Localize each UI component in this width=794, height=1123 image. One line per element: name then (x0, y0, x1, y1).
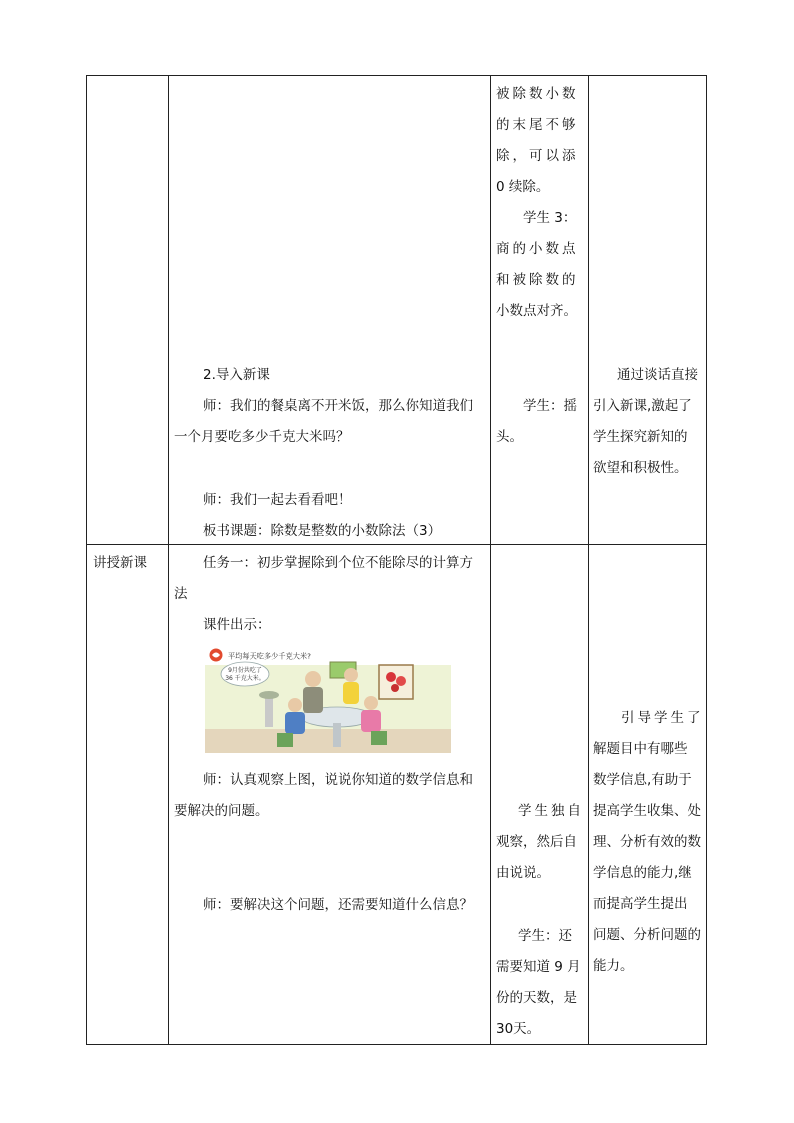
board-title: 板书课题：除数是整数的小数除法（3） (203, 523, 442, 539)
teacher-text: 师：我们一起去看看吧！ (203, 492, 352, 508)
teacher-text: 一个月要吃多少千克大米吗？ (174, 429, 350, 445)
student-text: 份的天数，是 (496, 990, 577, 1006)
flower-icon (396, 676, 406, 686)
grandma-figure (303, 687, 323, 713)
girl-figure (361, 710, 381, 732)
bubble-text: 9月份共吃了 (228, 667, 262, 674)
student-text: 0 续除。 (496, 179, 550, 195)
child-figure (343, 682, 359, 704)
boy-figure (285, 712, 305, 734)
speech-bubble (221, 662, 269, 686)
section-heading: 2.导入新课 (203, 367, 270, 383)
student-text: 学生：还 (518, 928, 572, 944)
design-note: 而提高学生提出 (593, 896, 688, 912)
design-note: 学生探究新知的 (593, 429, 688, 445)
design-note: 解题目中有哪些 (593, 741, 688, 757)
room-floor (205, 729, 451, 753)
flower-icon (386, 672, 396, 682)
teacher-text: 师：要解决这个问题，还需要知道什么信息？ (203, 897, 473, 913)
chair (277, 733, 293, 747)
courseware-label: 课件出示： (203, 617, 271, 633)
column-divider (168, 76, 169, 1044)
plant-pot (259, 691, 279, 699)
student-text: 学生 3： (523, 210, 577, 226)
student-text: 30天。 (496, 1021, 541, 1037)
design-note: 数学信息,有助于 (593, 772, 692, 788)
flower-frame (379, 665, 413, 699)
design-note: 理、分析有效的数 (593, 834, 701, 850)
design-note: 引导学生了 (621, 710, 704, 726)
bubble-text: 36 千克大米。 (225, 675, 265, 682)
boy-figure (288, 698, 302, 712)
student-text: 被除数小数 (496, 86, 579, 102)
stage-label: 讲授新课 (93, 555, 147, 571)
student-text: 需要知道 9 月 (496, 959, 581, 975)
student-text: 由说说。 (496, 865, 550, 881)
student-text: 学生：摇 (523, 398, 577, 414)
teacher-text: 要解决的问题。 (174, 803, 269, 819)
courseware-illustration (205, 645, 451, 753)
student-text: 除，可以添 (496, 148, 579, 164)
column-divider (588, 76, 589, 1044)
student-text: 的末尾不够 (496, 117, 579, 133)
design-note: 问题、分析问题的 (593, 927, 701, 943)
design-note: 提高学生收集、处 (593, 803, 701, 819)
flower-icon (391, 684, 399, 692)
student-text: 观察，然后自 (496, 834, 577, 850)
design-note: 欲望和积极性。 (593, 460, 688, 476)
student-text: 和被除数的 (496, 272, 579, 288)
student-text: 小数点对齐。 (496, 303, 577, 319)
design-note: 引入新课,激起了 (593, 398, 692, 414)
task-title: 任务一：初步掌握除到个位不能除尽的计算方 (203, 555, 473, 571)
student-text: 学生独自 (518, 803, 584, 819)
chair (371, 731, 387, 745)
grandma-figure (305, 671, 321, 687)
table-leg (333, 723, 341, 747)
student-text: 商的小数点 (496, 241, 579, 257)
column-divider (490, 76, 491, 1044)
student-text: 头。 (496, 429, 523, 445)
design-note: 能力。 (593, 958, 634, 974)
plant-stand (265, 697, 273, 727)
task-title: 法 (174, 586, 188, 602)
child-figure (344, 668, 358, 682)
problem-question: 平均每天吃多少千克大米? (228, 651, 311, 661)
design-note: 学信息的能力,继 (593, 865, 692, 881)
row-divider (87, 544, 706, 545)
teacher-text: 师：认真观察上图，说说你知道的数学信息和 (203, 772, 473, 788)
design-note: 通过谈话直接 (617, 367, 698, 383)
girl-figure (364, 696, 378, 710)
teacher-text: 师：我们的餐桌离不开米饭，那么你知道我们 (203, 398, 473, 414)
